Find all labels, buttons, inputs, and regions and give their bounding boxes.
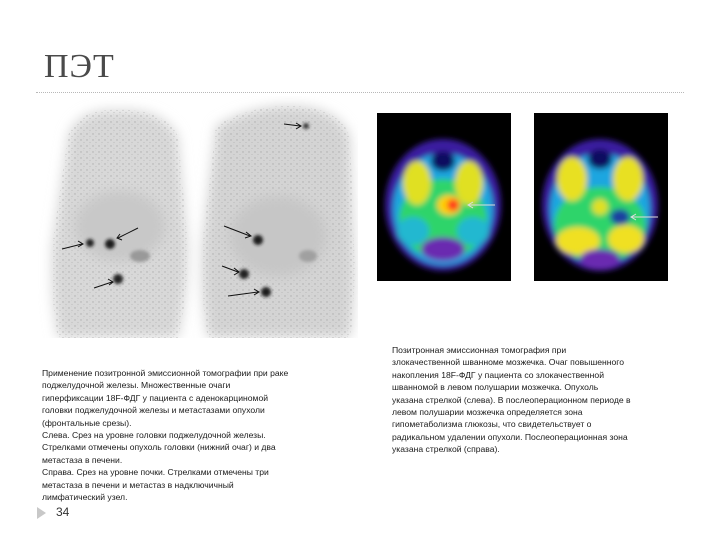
caption-line: головки поджелудочной железы и метастазами опухоли <box>42 405 265 416</box>
pet-scan-right <box>202 106 355 338</box>
caption-line: Позитронная эмиссионная томография при <box>392 345 567 355</box>
caption-line: Справа. Срез на уровне почки. Стрелками отмечены три <box>42 467 269 478</box>
caption-line: поджелудочной железы. Множественные очаги <box>42 380 231 391</box>
page-number: 34 <box>56 505 70 519</box>
pet-scan-left <box>52 110 188 338</box>
page-marker-icon <box>36 506 48 520</box>
pet-brain-scan-left <box>377 113 511 281</box>
pet-coronal-scans-image <box>38 96 358 338</box>
caption-line: гиперфиксации 18F-ФДГ у пациента с аденокарциномой <box>42 392 269 403</box>
caption-line: лимфатический узел. <box>42 492 128 503</box>
caption-line: указана стрелкой (справа). <box>392 444 500 455</box>
caption-line: накопления 18F-ФДГ у пациента со злокачественной <box>392 369 604 380</box>
right-caption <box>392 344 692 456</box>
pet-brain-scan-right <box>534 113 668 281</box>
caption-line: левом полушарии мозжечка определяется зона <box>392 407 583 418</box>
caption-line: Стрелками отмечены опухоль головки (нижний очаг) и два <box>42 442 276 453</box>
title-divider <box>36 92 684 93</box>
caption-line: метастаза в печени. <box>42 454 123 465</box>
caption-line: гипометаболизма глюкозы, что свидетельствует о <box>392 419 592 430</box>
left-caption <box>42 367 342 503</box>
caption-line: указана стрелкой (слева). В послеоперационном периоде в <box>392 394 631 405</box>
caption-line: злокачественной шванноме мозжечка. Очаг повышенного <box>392 357 625 368</box>
caption-line: метастаза в печени и метастаз в надключичный <box>42 479 234 490</box>
slide-title: ПЭТ <box>44 48 115 85</box>
caption-line: Применение позитронной эмиссионной томографии при раке <box>42 368 289 378</box>
caption-line: (фронтальные срезы). <box>42 417 132 428</box>
caption-line: радикальном удалении опухоли. Послеоперационная зона <box>392 431 628 442</box>
caption-line: Слева. Срез на уровне головки поджелудочной железы. <box>42 430 266 441</box>
caption-line: шванномой в левом полушарии мозжечка. Опухоль <box>392 382 599 393</box>
